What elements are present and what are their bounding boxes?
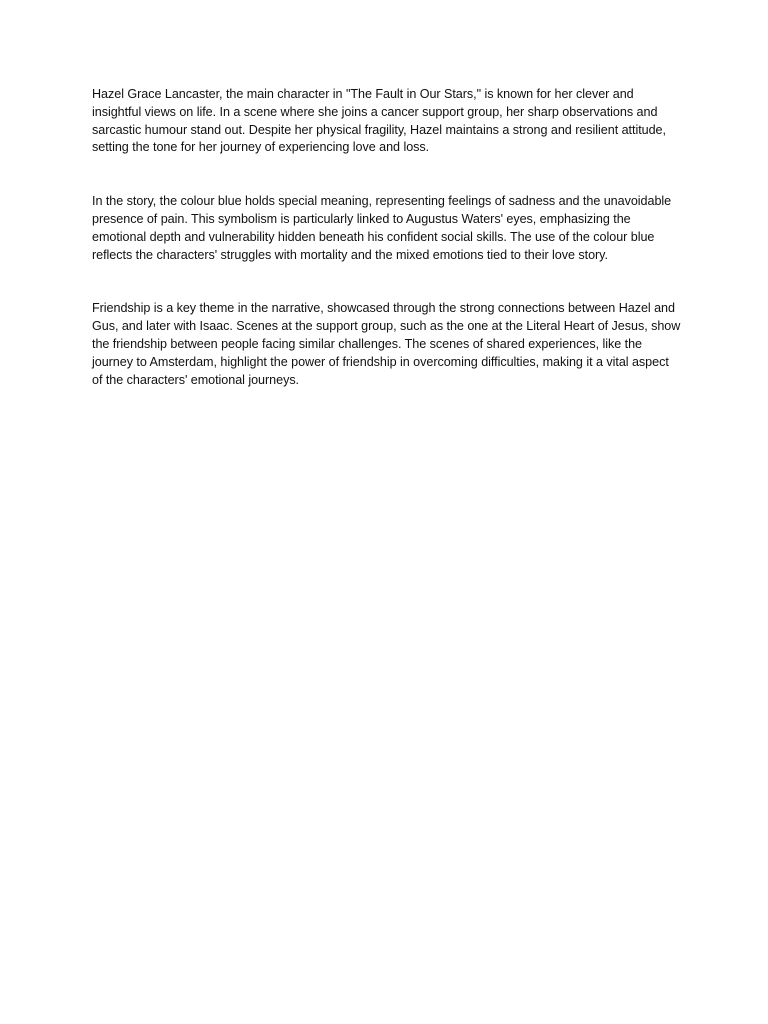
paragraph-2: In the story, the colour blue holds special meaning, representing feelings of sadness and the unavoidable presence of pain. This symbolism is particularly linked to Augustus Waters' eyes, emphasizing the emotional depth and vulnerability hidden beneath his confident social skills. The use of the colour blue reflects the characters' struggles with mortality and the mixed emotions tied to their love story. <box>92 194 672 262</box>
paragraph-3: Friendship is a key theme in the narrative, showcased through the strong connections between Hazel and Gus, and later with Isaac. Scenes at the support group, such as the one at the Literal Heart of Jesus, show the friendship between people facing similar challenges. The scenes of shared experiences, like the journey to Amsterdam, highlight the power of friendship in overcoming difficulties, making it a vital aspect of the characters' emotional journeys. <box>92 301 681 387</box>
paragraph-1: Hazel Grace Lancaster, the main character in "The Fault in Our Stars," is known for her clever and insightful views on life. In a scene where she joins a cancer support group, her sharp observations and sarcastic humour stand out. Despite her physical fragility, Hazel maintains a strong and resilient attitude, setting the tone for her journey of experiencing love and loss. <box>92 87 666 155</box>
document-body <box>92 86 682 425</box>
